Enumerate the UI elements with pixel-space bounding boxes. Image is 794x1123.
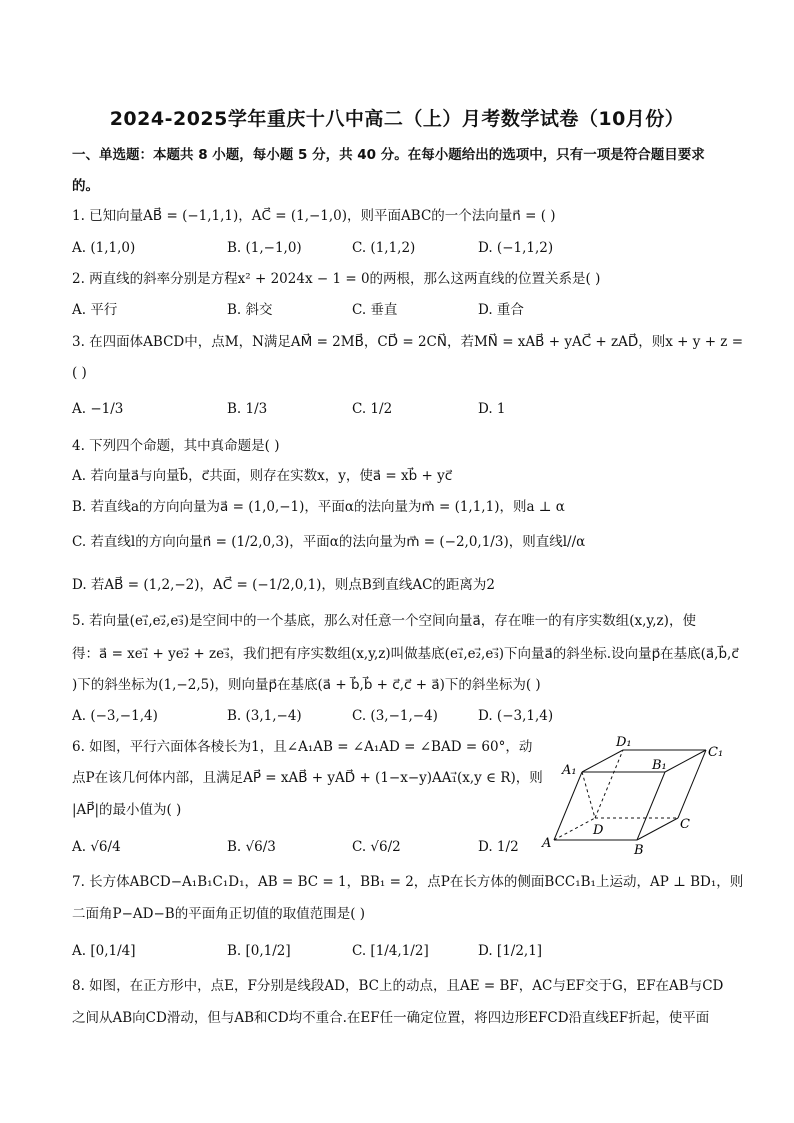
q1-option-b: B. (1,−1,0) <box>227 240 302 256</box>
q4-option-c: C. 若直线l的方向向量n⃗ = (1/2,0,3)，平面α的法向量为m⃗ = (−2,0,1/3)，则直线l//α <box>72 534 586 550</box>
section-header-cont: 的。 <box>72 178 99 194</box>
question-5-stem-cont: 得：a⃗ = xe₁⃗ + ye₂⃗ + ze₃⃗，我们把有序实数组(x,y,z)叫做基底(e₁⃗,e₂⃗,e₃⃗)下向量a⃗的斜坐标.设向量p⃗在基底(a⃗,b⃗,c⃗ <box>72 646 739 662</box>
question-3-stem-cont: ( ) <box>72 365 87 381</box>
label-b: B <box>634 843 644 858</box>
question-6-stem: 6. 如图，平行六面体各棱长为1，且∠A₁AB = ∠A₁AD = ∠BAD = 60°，动 <box>72 739 533 755</box>
q3-option-b: B. 1/3 <box>227 401 268 417</box>
label-b1: B₁ <box>652 758 667 773</box>
label-c: C <box>680 817 690 832</box>
q2-option-b: B. 斜交 <box>227 302 273 318</box>
q3-option-c: C. 1/2 <box>352 401 393 417</box>
question-4-stem: 4. 下列四个命题，其中真命题是( ) <box>72 438 280 454</box>
q3-option-a: A. −1/3 <box>72 401 124 417</box>
q7-option-a: A. [0,1/4] <box>72 943 136 959</box>
q6-option-a: A. √6/4 <box>72 839 121 855</box>
q4-option-a: A. 若向量a⃗与向量b⃗，c⃗共面，则存在实数x，y，使a⃗ = xb⃗ + yc⃗ <box>72 468 453 484</box>
question-5-stem-cont2: )下的斜坐标为(1,−2,5)，则向量p⃗在基底(a⃗ + b⃗,b⃗ + c⃗,c⃗ + a⃗)下的斜坐标为( ) <box>72 677 541 693</box>
label-a: A <box>542 836 552 851</box>
parallelepiped-figure <box>540 734 730 860</box>
q6-option-c: C. √6/2 <box>352 839 401 855</box>
q2-option-d: D. 重合 <box>478 302 524 318</box>
question-8-stem: 8. 如图，在正方形中，点E，F分别是线段AD，BC上的动点，且AE = BF，AC与EF交于G，EF在AB与CD <box>72 978 724 994</box>
label-c1: C₁ <box>708 745 724 760</box>
q5-option-d: D. (−3,1,4) <box>478 708 554 724</box>
q2-option-c: C. 垂直 <box>352 302 398 318</box>
page-title: 2024-2025学年重庆十八中高二（上）月考数学试卷（10月份） <box>109 108 685 130</box>
question-2-stem: 2. 两直线的斜率分别是方程x² + 2024x − 1 = 0的两根，那么这两直线的位置关系是( ) <box>72 271 601 287</box>
label-a1: A₁ <box>562 763 577 778</box>
q6-option-d: D. 1/2 <box>478 839 519 855</box>
q5-option-c: C. (3,−1,−4) <box>352 708 438 724</box>
question-6-stem-cont2: |AP⃗|的最小值为( ) <box>72 802 182 818</box>
label-d1: D₁ <box>616 735 632 750</box>
question-6-stem-cont: 点P在该几何体内部，且满足AP⃗ = xAB⃗ + yAD⃗ + (1−x−y)AA₁⃗(x,y ∈ R)，则 <box>72 770 543 786</box>
q4-option-d: D. 若AB⃗ = (1,2,−2)，AC⃗ = (−1/2,0,1)，则点B到直线AC的距离为2 <box>72 577 496 593</box>
q3-option-d: D. 1 <box>478 401 506 417</box>
q6-option-b: B. √6/3 <box>227 839 276 855</box>
q2-option-a: A. 平行 <box>72 302 118 318</box>
label-d: D <box>593 823 604 838</box>
q7-option-d: D. [1/2,1] <box>478 943 543 959</box>
question-5-stem: 5. 若向量(e₁⃗,e₂⃗,e₃⃗)是空间中的一个基底，那么对任意一个空间向量a⃗，存在唯一的有序实数组(x,y,z)，使 <box>72 613 696 629</box>
question-3-stem: 3. 在四面体ABCD中，点M，N满足AM⃗ = 2MB⃗，CD⃗ = 2CN⃗，若MN⃗ = xAB⃗ + yAC⃗ + zAD⃗，则x + y + z = <box>72 334 744 350</box>
question-8-stem-cont: 之间从AB向CD滑动，但与AB和CD均不重合.在EF任一确定位置，将四边形EFCD沿直线EF折起，使平面 <box>72 1010 710 1026</box>
question-7-stem: 7. 长方体ABCD−A₁B₁C₁D₁，AB = BC = 1，BB₁ = 2，点P在长方体的侧面BCC₁B₁上运动，AP ⊥ BD₁，则 <box>72 874 744 890</box>
question-1-stem: 1. 已知向量AB⃗ = (−1,1,1)，AC⃗ = (1,−1,0)，则平面ABC的一个法向量n⃗ = ( ) <box>72 208 556 224</box>
q5-option-b: B. (3,1,−4) <box>227 708 302 724</box>
q1-option-d: D. (−1,1,2) <box>478 240 554 256</box>
q4-option-b: B. 若直线a的方向向量为a⃗ = (1,0,−1)，平面α的法向量为m⃗ = (1,1,1)，则a ⊥ α <box>72 499 565 515</box>
question-7-stem-cont: 二面角P−AD−B的平面角正切值的取值范围是( ) <box>72 906 366 922</box>
q5-option-a: A. (−3,−1,4) <box>72 708 158 724</box>
q1-option-c: C. (1,1,2) <box>352 240 416 256</box>
q7-option-b: B. [0,1/2] <box>227 943 291 959</box>
q1-option-a: A. (1,1,0) <box>72 240 136 256</box>
q7-option-c: C. [1/4,1/2] <box>352 943 429 959</box>
section-header: 一、单选题：本题共 8 小题，每小题 5 分，共 40 分。在每小题给出的选项中，只有一项是符合题目要求 <box>72 147 705 163</box>
